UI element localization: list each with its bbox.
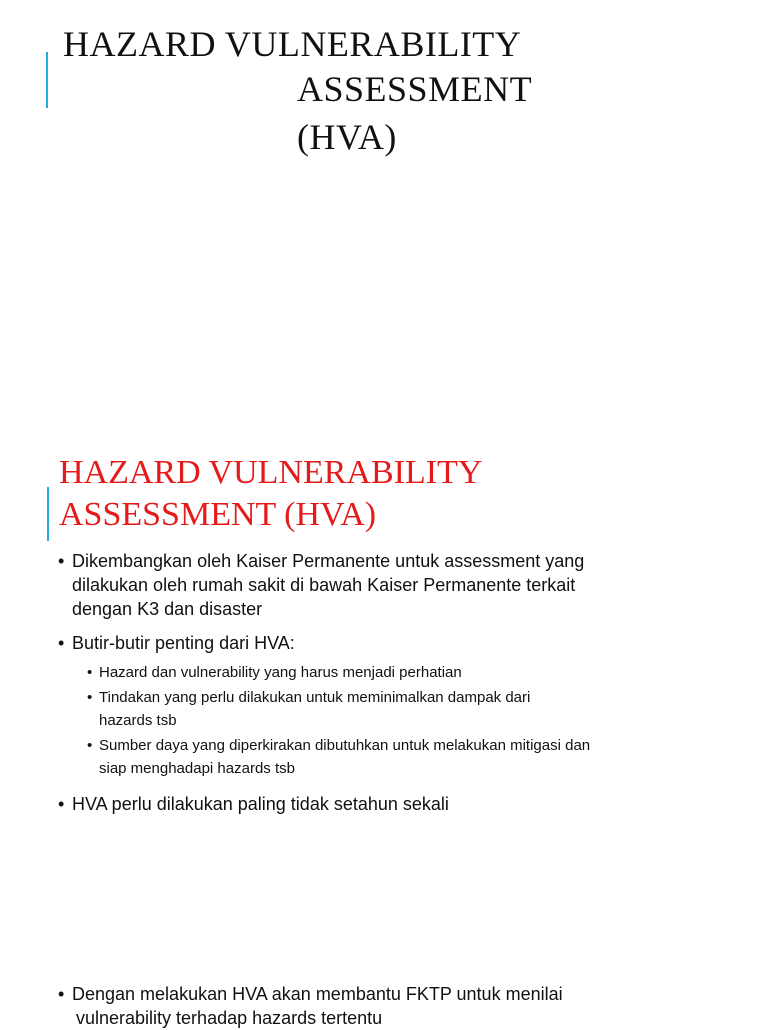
bullet-butir [56, 631, 656, 780]
bullet-hva-setahun [56, 792, 656, 816]
bullet-fktp [56, 982, 696, 1030]
bullet-kaiser [56, 549, 656, 621]
bullet-hva-setahun-text: HVA perlu dilakukan paling tidak setahun sekali [72, 794, 449, 814]
bullet-kaiser-line3: dengan K3 dan disaster [72, 599, 263, 619]
bullet-fktp-line1: Dengan melakukan HVA akan membantu FKTP untuk menilai [72, 984, 563, 1004]
slide1-title-line1: HAZARD VULNERABILITY [63, 24, 522, 64]
bullet-fktp-line2: vulnerability terhadap hazards tertentu [76, 1008, 383, 1028]
sub-bullet-hazard [85, 661, 658, 684]
sub-bullet-tindakan-line1: Tindakan yang perlu dilakukan untuk meminimalkan dampak dari [99, 689, 531, 706]
sub-bullet-tindakan-line2: hazards tsb [99, 712, 177, 729]
sub-bullet-sumber-line1: Sumber daya yang diperkirakan dibutuhkan untuk melakukan mitigasi dan [99, 737, 591, 754]
slide1-title-line2: ASSESSMENT [297, 69, 533, 109]
sub-bullet-sumber-line2: siap menghadapi hazards tsb [99, 760, 295, 777]
sub-bullet-tindakan [85, 686, 658, 732]
bullet-kaiser-line2: dilakukan oleh rumah sakit di bawah Kaiser Permanente terkait [72, 575, 576, 595]
slide2-bullet-list [56, 549, 656, 816]
slide2-title-line2: ASSESSMENT (HVA) [59, 496, 377, 533]
sub-bullet-list [72, 661, 658, 780]
slide2-title-line1: HAZARD VULNERABILITY [59, 454, 483, 491]
title-accent-bar [46, 52, 48, 108]
slide2-title [59, 452, 519, 536]
bullet-butir-text: Butir-butir penting dari HVA: [72, 633, 295, 653]
slide2-accent-bar [47, 487, 49, 541]
bullet-kaiser-line1: Dikembangkan oleh Kaiser Permanente untuk assessment yang [72, 551, 585, 571]
slide1-title-line3: (HVA) [297, 117, 397, 157]
slide3-bullet-list [56, 982, 696, 1030]
sub-bullet-hazard-line1: Hazard dan vulnerability yang harus menjadi perhatian [99, 664, 462, 681]
sub-bullet-sumber [85, 734, 658, 780]
